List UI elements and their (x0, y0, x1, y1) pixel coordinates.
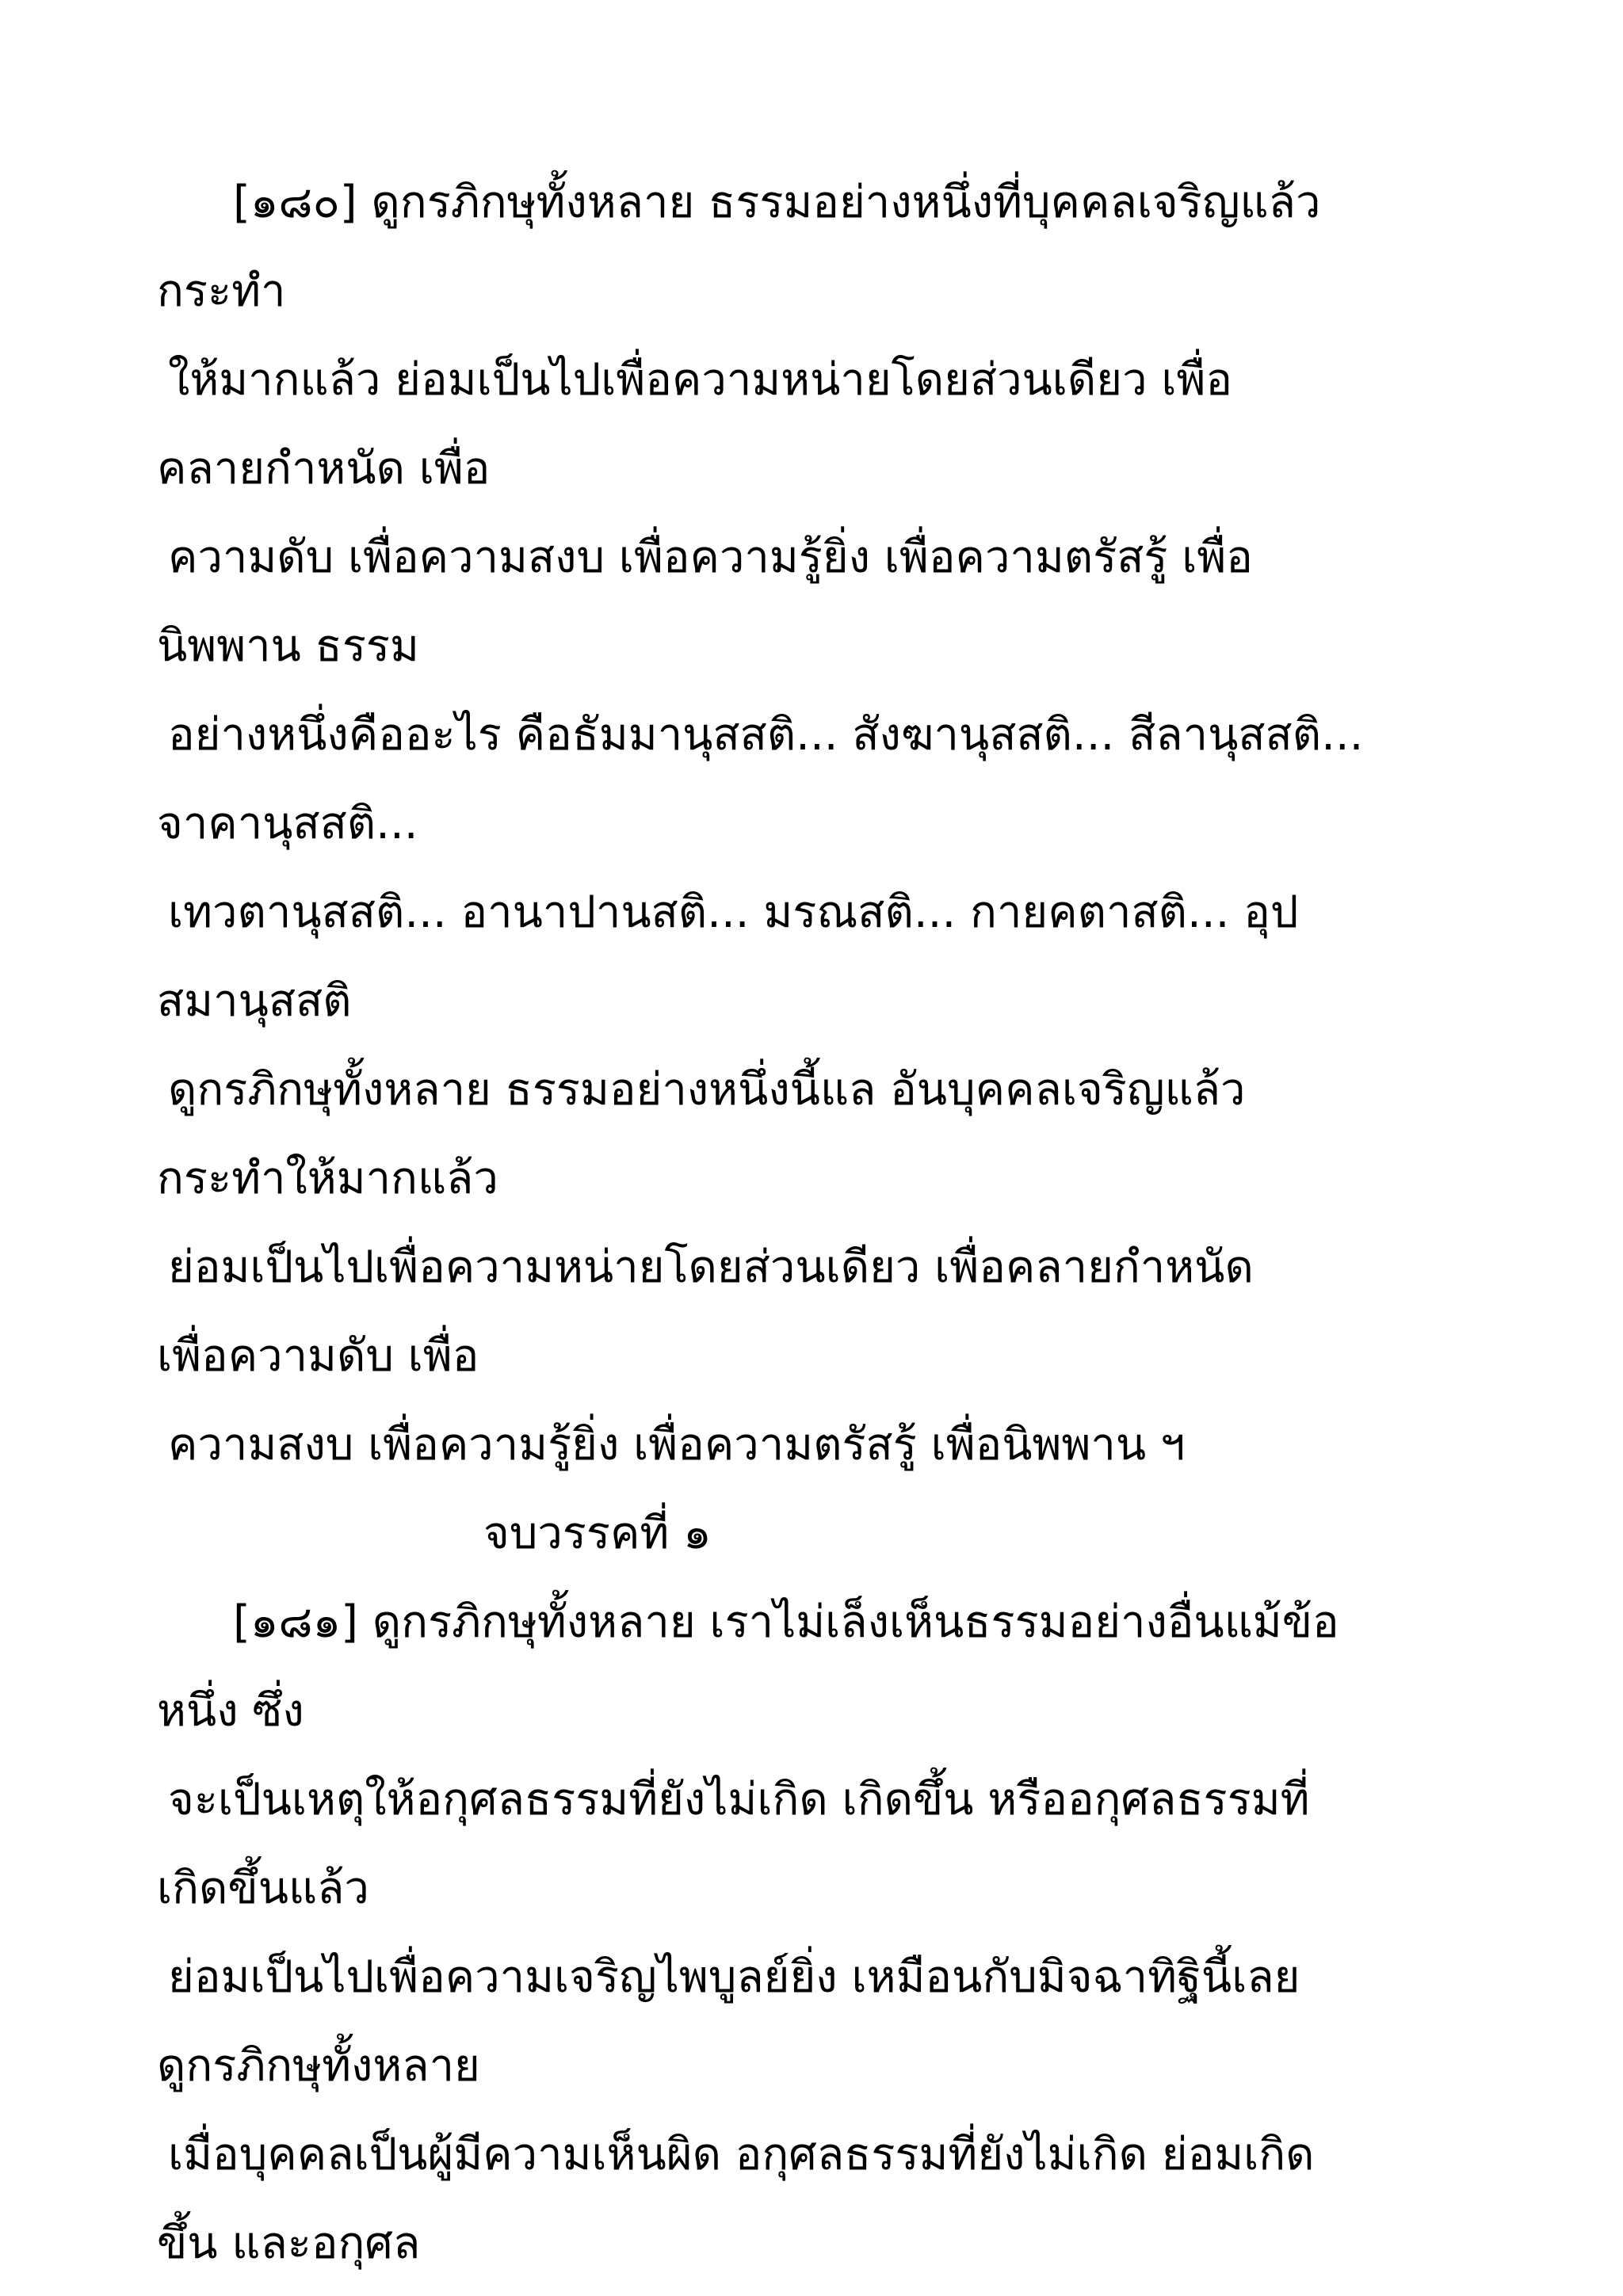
text-line: ความสงบ เพื่อความรู้ยิ่ง เพื่อความตรัสรู้ เพื่อนิพพาน ฯ (168, 1419, 1186, 1470)
text-line: เมื่อบุคคลเป็นผู้มีความเห็นผิด อกุศลธรรมที่ยังไม่เกิด ย่อมเกิด (168, 2129, 1315, 2180)
text-line: เพื่อความดับ เพื่อ (157, 1330, 479, 1382)
text-line: อย่างหนึ่งคืออะไร คือธัมมานุสสติ... สังฆานุสสติ... สีลานุสสติ... (168, 709, 1364, 761)
text-line: ดูกรภิกษุทั้งหลาย ธรรมอย่างหนึ่งนี้แล อันบุคคลเจริญแล้ว (168, 1064, 1246, 1116)
text-line: ย่อมเป็นไปเพื่อความเจริญไพบูลย์ยิ่ง เหมือนกับมิจฉาทิฐินี้เลย (168, 1951, 1300, 2003)
text-line: กระทำ (157, 265, 286, 317)
text-line: กระทำให้มากแล้ว (157, 1153, 498, 1204)
text-line: นิพพาน ธรรม (157, 620, 419, 672)
text-line: ดูกรภิกษุทั้งหลาย (157, 2040, 480, 2092)
text-line: สมานุสสติ (157, 975, 352, 1027)
paragraph-181-line: [๑๘๑] ดูกรภิกษุทั้งหลาย เราไม่เล็งเห็นธรรมอย่างอื่นแม้ข้อ (233, 1596, 1339, 1648)
text-line: ให้มากแล้ว ย่อมเป็นไปเพื่อความหน่ายโดยส่วนเดียว เพื่อ (168, 354, 1233, 406)
text-line: ขึ้น และอกุศล (157, 2218, 421, 2269)
text-line: เทวตานุสสติ... อานาปานสติ... มรณสติ... กายคตาสติ... อุป (168, 887, 1299, 938)
text-line: เกิดขึ้นแล้ว (157, 1863, 369, 1914)
text-line: จะเป็นเหตุให้อกุศลธรรมที่ยังไม่เกิด เกิดขึ้น หรืออกุศลธรรมที่ (168, 1774, 1310, 1825)
chapter-end-heading: จบวรรคที่ ๑ (483, 1508, 712, 1559)
document-body (157, 158, 1504, 2288)
text-line: หนึ่ง ซึ่ง (157, 1685, 304, 1737)
paragraph-180-line: [๑๘๐] ดูกรภิกษุทั้งหลาย ธรรมอย่างหนึ่งที่บุคคลเจริญแล้ว (233, 177, 1321, 228)
text-line: คลายกำหนัด เพื่อ (157, 443, 491, 494)
text-line: จาคานุสสติ... (157, 798, 418, 849)
text-line: ความดับ เพื่อความสงบ เพื่อความรู้ยิ่ง เพื่อความตรัสรู้ เพื่อ (168, 532, 1253, 583)
text-line: ย่อมเป็นไปเพื่อความหน่ายโดยส่วนเดียว เพื่อคลายกำหนัด (168, 1241, 1254, 1293)
